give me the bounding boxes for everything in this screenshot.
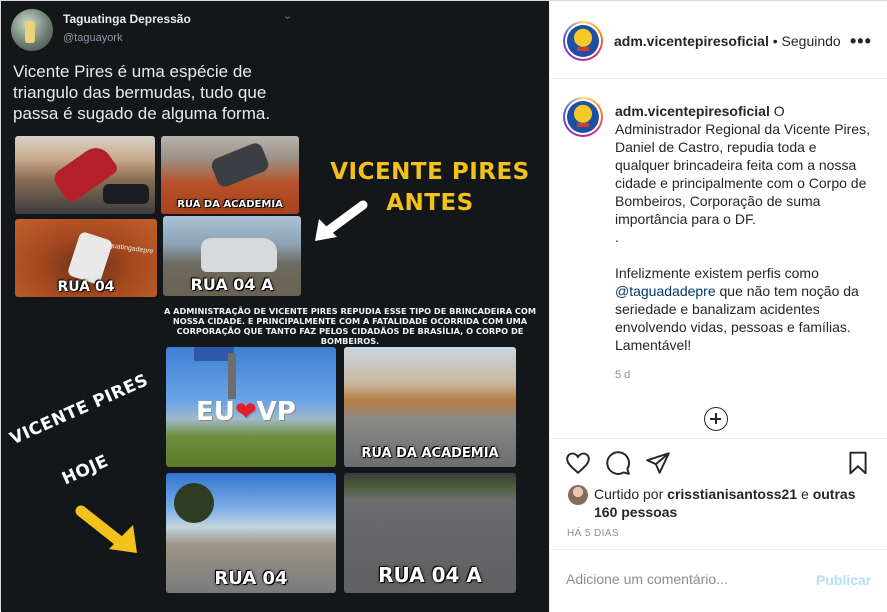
car-shape	[67, 231, 114, 285]
eu-vp-sign	[196, 397, 296, 427]
before-photo-crashed-car	[15, 136, 155, 214]
bookmark-icon[interactable]	[845, 450, 871, 476]
car-shape	[209, 141, 270, 189]
likes-others-link[interactable]: outras 160 pessoas	[594, 486, 856, 520]
arrow-white-icon	[309, 197, 369, 247]
photo-caption: RUA DA ACADEMIA	[177, 199, 283, 210]
vicente-pires-logo-icon	[567, 25, 599, 57]
tweet-author-handle: @taguayork	[63, 32, 123, 44]
after-photo-rua-04-a	[344, 473, 516, 593]
tweet-author-name: Taguatinga Depressão	[63, 12, 191, 26]
comment-bar	[550, 549, 887, 611]
liker-username-link[interactable]: crisstianisantoss21	[667, 486, 798, 502]
heart-icon[interactable]	[565, 450, 591, 476]
tweet-avatar	[11, 9, 53, 51]
after-photo-eu-vp-sign	[166, 347, 336, 467]
vicente-pires-logo-icon	[567, 101, 599, 133]
following-button[interactable]: Seguindo	[781, 33, 841, 49]
post-sidebar	[549, 1, 887, 612]
header-separator: •	[772, 33, 778, 49]
after-photo-rua-da-academia	[344, 347, 516, 467]
administration-notice: A ADMINISTRAÇÃO DE VICENTE PIRES REPUDIA ESSE TIPO DE BRINCADEIRA COM NOSSA CIDADE. E PRINCIPALMENTE COM A FATALIDADE OCORRIDA COM UMA CORPORAÇÃO QUE TANTO FAZ PELOS CIDADÃOS DE BRASÍLIA, O CORPO DE BOMBEIROS.	[163, 306, 537, 346]
chevron-down-icon: ⌄	[283, 10, 293, 22]
actions-divider	[550, 438, 887, 439]
headline-antes: ANTES	[386, 190, 474, 216]
after-photo-rua-04	[166, 473, 336, 593]
photo-caption: RUA 04 A	[190, 275, 274, 294]
pole-shape	[228, 353, 236, 399]
caption-paragraph-2a: Infelizmente existem perfis como	[615, 265, 819, 281]
photo-caption: RUA 04 A	[378, 563, 482, 587]
photo-caption: RUA 04	[214, 568, 288, 589]
headline-vicente-pires-hoje: VICENTE PIRES	[7, 370, 152, 450]
sign-text-left: EU	[196, 397, 235, 427]
headline-vicente-pires: VICENTE PIRES	[330, 159, 530, 185]
liker-avatar[interactable]	[568, 485, 588, 505]
comment-icon[interactable]	[605, 450, 631, 476]
more-horizontal-icon[interactable]: •••	[850, 31, 872, 51]
header-username-link[interactable]: adm.vicentepiresoficial	[614, 33, 769, 49]
sign-text-right: VP	[256, 397, 296, 427]
arrow-yellow-icon	[73, 501, 143, 559]
caption-age: 5 d	[615, 369, 631, 381]
caption-username-link[interactable]: adm.vicentepiresoficial	[615, 103, 770, 119]
post-image[interactable]	[1, 1, 549, 612]
share-icon[interactable]	[645, 450, 671, 476]
before-photo-rua-da-academia	[161, 136, 299, 214]
headline-hoje: HOJE	[59, 451, 112, 490]
likes-summary	[594, 485, 864, 521]
comment-input[interactable]	[566, 571, 786, 587]
caption-paragraph-1: O Administrador Regional da Vicente Pires, Daniel de Castro, repudia toda e qualquer brincadeira feita com a nossa cidade e principalmente com o Corpo de Bombeiros, Corporação de suma importância para o DF.	[615, 103, 870, 227]
before-photo-rua-04	[15, 219, 157, 297]
tweet-text: Vicente Pires é uma espécie de triangulo das bermudas, tudo que passa é sugado de alguma forma.	[13, 62, 271, 123]
header-user-line	[614, 33, 841, 49]
load-more-comments-icon[interactable]	[704, 407, 728, 431]
post-caption	[615, 102, 871, 354]
caption-paragraph-2b: que não tem noção da seriedade e banalizam acidentes envolvendo vidas, pessoas e famílias. Lamentável!	[615, 283, 859, 353]
publish-button[interactable]: Publicar	[816, 572, 872, 588]
photo-caption: RUA 04	[57, 279, 115, 295]
car-shape	[201, 238, 277, 272]
likes-connector: e	[801, 486, 809, 502]
caption-dot: .	[615, 229, 619, 245]
photo-watermark: taguatingadepre	[102, 241, 154, 256]
photo-caption: RUA DA ACADEMIA	[361, 446, 499, 461]
post-header	[550, 1, 887, 79]
car-shape	[103, 184, 149, 204]
before-photo-rua-04-a	[163, 216, 301, 296]
tree-shape	[174, 483, 214, 523]
mention-link[interactable]: @taguadadepre	[615, 283, 716, 299]
profile-avatar[interactable]	[563, 21, 603, 61]
caption-avatar[interactable]	[563, 97, 603, 137]
post-date[interactable]: HÁ 5 DIAS	[567, 528, 619, 539]
heart-icon: ❤	[234, 397, 257, 427]
likes-prefix: Curtido por	[594, 486, 664, 502]
